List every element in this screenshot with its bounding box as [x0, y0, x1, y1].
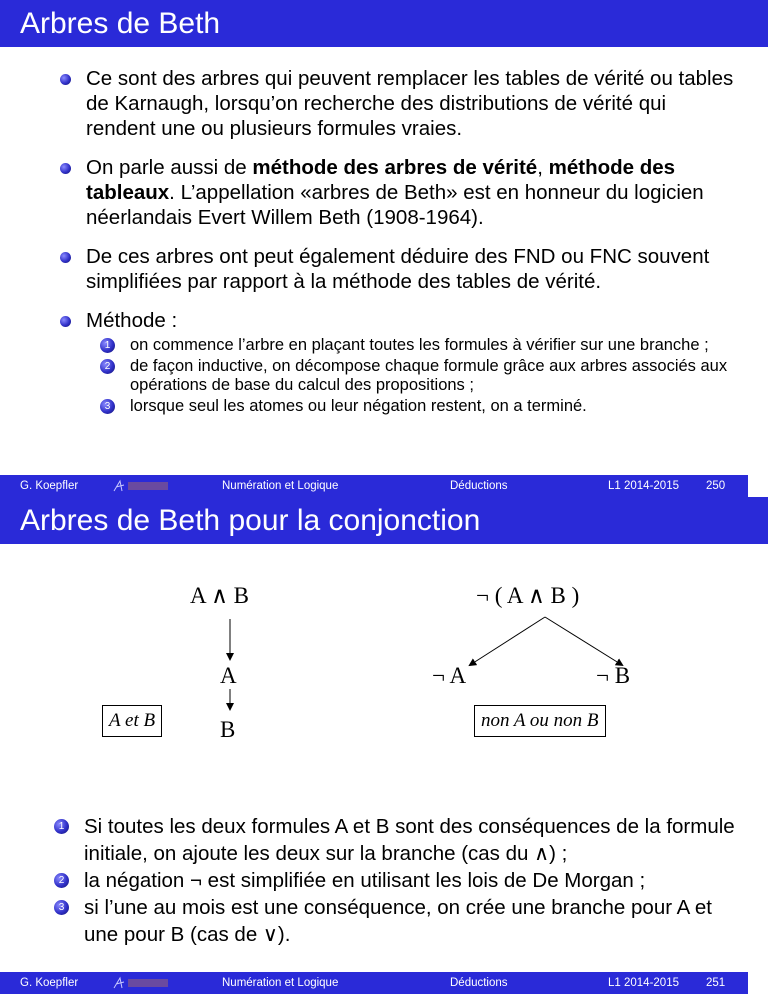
bold-term-2: méthode des tableaux: [86, 156, 676, 204]
method-step: [100, 357, 740, 395]
left-root-node: A ∧ B: [190, 583, 250, 608]
item-text: Si toutes les deux formules A et B sont des conséquences de la formule initiale, on ajoute les deux sur la branche (cas du ∧) ;: [84, 815, 735, 865]
bullet-text-post: . L’appellation «arbres de Beth» est en honneur du logicien néerlandais Evert Willem Beth (1908-1964).: [86, 181, 704, 229]
step-text: lorsque seul les atomes ou leur négation restent, on a terminé.: [130, 397, 587, 415]
footer-author: G. Koepfler: [20, 480, 79, 492]
bullet-ball-icon: [60, 74, 71, 85]
explanation-list: [54, 813, 744, 948]
explanation-item: [54, 867, 744, 894]
footer-author: G. Koepfler: [20, 977, 79, 989]
bullet-ball-icon: [60, 163, 71, 174]
footer-bar: [0, 475, 748, 497]
right-root-node: ¬ ( A ∧ B ): [476, 583, 580, 608]
edge-arrow: [545, 617, 622, 665]
step-number-icon: 1: [100, 338, 115, 353]
footer-course: Numération et Logique: [222, 480, 339, 492]
method-step: [100, 336, 740, 355]
university-logo-icon: [110, 976, 190, 990]
right-caption-box: non A ou non B: [474, 705, 606, 737]
right-right-node: ¬ B: [596, 663, 631, 688]
edge-arrow: [470, 617, 545, 665]
left-child-a: A: [220, 663, 237, 688]
item-text: si l’une au mois est une conséquence, on crée une branche pour A et une pour B (cas de ∨).: [84, 896, 712, 946]
item-text: la négation ¬ est simplifiée en utilisant les lois de De Morgan ;: [84, 869, 646, 892]
bullet-item: [60, 155, 740, 230]
footer-section: Déductions: [450, 977, 508, 989]
left-child-b: B: [220, 717, 236, 742]
step-number-icon: 3: [100, 399, 115, 414]
footer-page-number: 250: [706, 480, 726, 492]
bullet-text: De ces arbres ont peut également déduire des FND ou FNC souvent simplifiées par rapport à la méthode des tables de vérité.: [86, 245, 710, 293]
bullet-ball-icon: [60, 316, 71, 327]
explanation-item: [54, 894, 744, 948]
method-step: [100, 397, 740, 416]
footer-page-number: 251: [706, 977, 726, 989]
beth-tree-diagram: [0, 557, 768, 757]
bullet-ball-icon: [60, 252, 71, 263]
left-caption-box: A et B: [102, 705, 162, 737]
bullet-list: [60, 66, 740, 418]
slide-title: Arbres de Beth pour la conjonction: [0, 497, 768, 544]
footer-section: Déductions: [450, 480, 508, 492]
explanation-item: [54, 813, 744, 867]
footer-year: L1 2014-2015: [608, 480, 679, 492]
bullet-item: [60, 66, 740, 141]
bullet-text-pre: On parle aussi de: [86, 156, 253, 179]
university-logo-icon: [110, 479, 190, 493]
item-number-icon: 1: [54, 819, 69, 834]
footer-course: Numération et Logique: [222, 977, 339, 989]
step-text: de façon inductive, on décompose chaque formule grâce aux arbres associés aux opérations de base du calcul des propositions ;: [130, 357, 728, 394]
step-number-icon: 2: [100, 359, 115, 374]
slide-251: [0, 497, 768, 994]
bullet-text: Méthode :: [86, 309, 178, 332]
slide-title: Arbres de Beth: [0, 0, 768, 47]
footer-year: L1 2014-2015: [608, 977, 679, 989]
bullet-comma: ,: [537, 156, 549, 179]
right-left-node: ¬ A: [432, 663, 467, 688]
item-number-icon: 3: [54, 900, 69, 915]
footer-bar: [0, 972, 748, 994]
bold-term-1: méthode des arbres de vérité: [252, 156, 538, 179]
item-number-icon: 2: [54, 873, 69, 888]
step-text: on commence l’arbre en plaçant toutes les formules à vérifier sur une branche ;: [130, 336, 709, 354]
bullet-text: Ce sont des arbres qui peuvent remplacer les tables de vérité ou tables de Karnaugh, lorsqu’on recherche des distributions de vérité qui rendent une ou plusieurs formules vraies.: [86, 67, 734, 140]
bullet-item: [60, 308, 740, 333]
bullet-item: [60, 244, 740, 294]
